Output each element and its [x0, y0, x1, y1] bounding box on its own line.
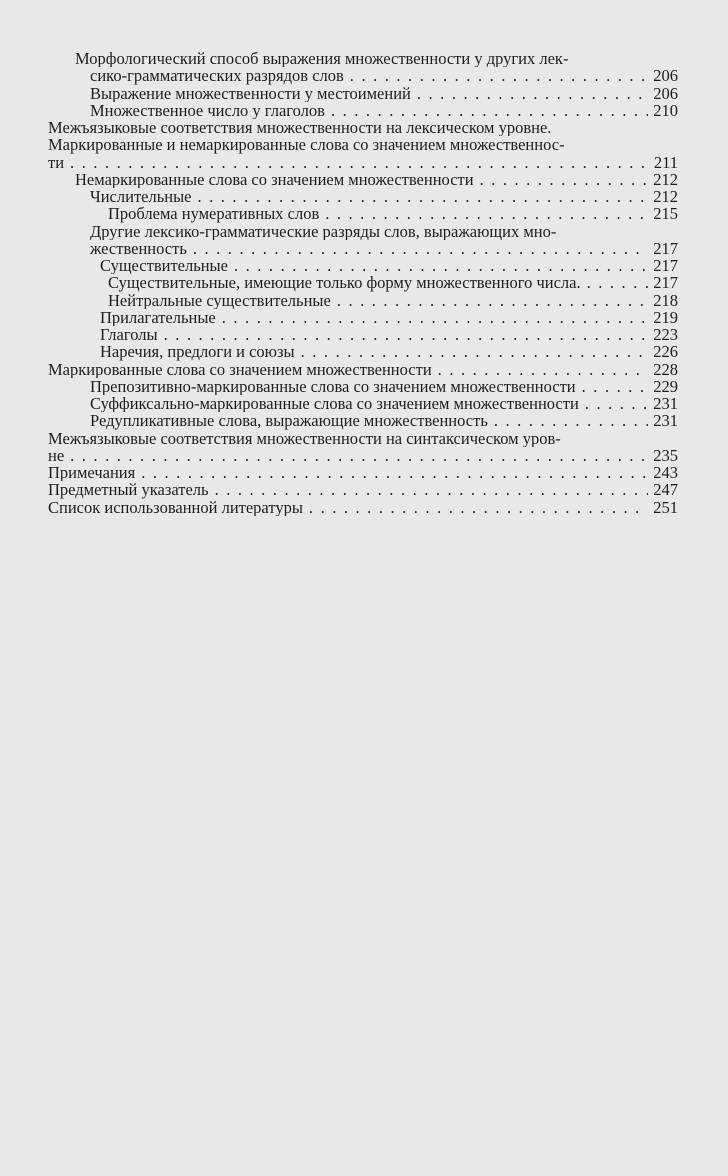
toc-entry-title: Глаголы: [100, 326, 158, 344]
toc-page-number: 211: [653, 152, 678, 172]
toc-entry-title: Межъязыковые соответствия множественности на лексическом уровне.: [48, 119, 552, 137]
toc-entry-title: Проблема нумеративных слов: [108, 205, 320, 223]
dot-leader: [432, 361, 648, 378]
toc-entry-body: [90, 85, 648, 102]
toc-entry-title: Существительные, имеющие только форму множественного числа.: [108, 274, 581, 292]
toc-entry: [0, 188, 728, 205]
toc-page-number: 206: [653, 83, 678, 103]
toc-entry-title: Препозитивно-маркированные слова со значением множественности: [90, 377, 576, 395]
toc-entry-body: [48, 430, 648, 447]
toc-entry-body: [100, 257, 648, 274]
toc-entry-body: [90, 67, 648, 84]
toc-entry-title: Межъязыковые соответствия множественности на синтаксическом уров-: [48, 429, 561, 447]
toc-entry-body: [90, 412, 648, 429]
toc-entry: [0, 464, 728, 481]
dot-leader: [228, 257, 648, 274]
toc-entry-title: Маркированные слова со значением множественности: [48, 360, 432, 378]
toc-entry-body: [108, 274, 648, 291]
dot-leader: [579, 395, 648, 412]
toc-entry-title: Нейтральные существительные: [108, 291, 331, 309]
toc-entry-body: [108, 205, 648, 222]
toc-entry-body: [90, 240, 648, 257]
toc-entry-title: Другие лексико-грамматические разряды слов, выражающих мно-: [90, 222, 557, 240]
toc-entry-title: сико-грамматических разрядов слов: [90, 67, 344, 85]
toc-entry-title: Наречия, предлоги и союзы: [100, 343, 295, 361]
toc-entry: [0, 274, 728, 291]
toc-entry-body: [90, 395, 648, 412]
toc-entry: [0, 447, 728, 464]
toc-entry-title: жественность: [90, 239, 187, 257]
dot-leader: [191, 188, 648, 205]
toc-page-number: 228: [653, 359, 678, 379]
toc-entry-title: не: [48, 446, 65, 464]
toc-entry-body: [48, 361, 648, 378]
dot-leader: [319, 205, 648, 222]
toc-entry: [0, 154, 728, 171]
toc-entry: [0, 309, 728, 326]
dot-leader: [331, 292, 648, 309]
toc-page-number: 215: [653, 204, 678, 224]
toc-entry-title: ти: [48, 153, 65, 171]
toc-entry: [0, 292, 728, 309]
toc-entry: [0, 85, 728, 102]
toc-entry-title: Маркированные и немаркированные слова со значением множественнос-: [48, 136, 565, 154]
toc-entry-title: Список использованной литературы: [48, 498, 303, 516]
toc-entry-body: [108, 292, 648, 309]
toc-entry: [0, 412, 728, 429]
toc-page-number: 229: [653, 376, 678, 396]
toc-entry: [0, 136, 728, 153]
toc-entry: [0, 171, 728, 188]
toc-entry-body: [48, 136, 648, 153]
toc-entry-title: Немаркированные слова со значением множественности: [75, 170, 474, 188]
toc-entry-body: [48, 447, 648, 464]
toc-entry-body: [90, 102, 648, 119]
dot-leader: [576, 378, 648, 395]
toc-page-number: 247: [653, 480, 678, 500]
dot-leader: [158, 326, 648, 343]
toc-entry: [0, 205, 728, 222]
toc-entry: [0, 378, 728, 395]
dot-leader: [295, 343, 648, 360]
dot-leader: [344, 67, 648, 84]
toc-page-number: 231: [653, 394, 678, 413]
toc-entry-title: Морфологический способ выражения множественности у других лек-: [75, 50, 569, 68]
toc-entry: [0, 223, 728, 240]
toc-entry: [0, 326, 728, 343]
toc-entry-body: [48, 154, 648, 171]
toc-entry: [0, 343, 728, 360]
toc-entry-title: Множественное число у глаголов: [90, 101, 325, 119]
dot-leader: [581, 274, 648, 291]
toc-page-number: 212: [653, 187, 678, 206]
toc-entry-title: Предметный указатель: [48, 481, 209, 499]
toc-entry: [0, 395, 728, 412]
dot-leader: [474, 171, 648, 188]
table-of-contents: [0, 50, 728, 516]
dot-leader: [187, 240, 648, 257]
toc-page-number: 243: [653, 463, 678, 482]
dot-leader: [411, 85, 648, 102]
toc-entry-body: [90, 188, 648, 205]
toc-entry: [0, 102, 728, 119]
toc-entry-title: Прилагательные: [100, 308, 216, 326]
toc-entry-title: Выражение множественности у местоимений: [90, 84, 411, 102]
toc-entry-body: [48, 499, 648, 516]
dot-leader: [209, 481, 648, 498]
toc-page-number: 218: [653, 290, 678, 310]
dot-leader: [303, 499, 648, 516]
toc-entry: [0, 257, 728, 274]
dot-leader: [64, 447, 648, 464]
toc-entry-body: [75, 50, 648, 67]
toc-page-number: 212: [653, 169, 678, 189]
toc-page-number: 226: [653, 342, 678, 362]
toc-entry-body: [90, 378, 648, 395]
toc-page-number: 217: [653, 273, 678, 293]
toc-entry-body: [75, 171, 648, 188]
toc-page-number: 210: [653, 100, 678, 120]
toc-entry-title: Суффиксально-маркированные слова со значением множественности: [90, 395, 579, 413]
toc-entry: [0, 67, 728, 84]
toc-page-number: 217: [653, 238, 678, 258]
toc-page-number: 231: [653, 411, 678, 431]
toc-page-number: 251: [653, 497, 678, 517]
toc-page-number: 223: [653, 325, 678, 344]
dot-leader: [135, 464, 648, 481]
toc-entry-title: Примечания: [48, 464, 136, 482]
toc-entry-body: [100, 326, 648, 343]
toc-entry-body: [48, 119, 648, 136]
toc-entry-body: [100, 343, 648, 360]
toc-page-number: 217: [653, 256, 678, 275]
toc-entry: [0, 481, 728, 498]
dot-leader: [488, 412, 648, 429]
toc-entry-body: [100, 309, 648, 326]
toc-entry: [0, 240, 728, 257]
toc-entry-body: [90, 223, 648, 240]
toc-entry: [0, 430, 728, 447]
toc-entry-body: [48, 481, 648, 498]
toc-entry-body: [48, 464, 648, 481]
dot-leader: [64, 154, 648, 171]
toc-entry: [0, 499, 728, 516]
toc-entry: [0, 361, 728, 378]
toc-entry-title: Редупликативные слова, выражающие множественность: [90, 412, 488, 430]
dot-leader: [325, 102, 648, 119]
toc-page-number: 206: [653, 66, 678, 86]
toc-entry-title: Существительные: [100, 257, 228, 275]
dot-leader: [216, 309, 648, 326]
toc-page-number: 219: [653, 307, 678, 327]
toc-entry: [0, 119, 728, 136]
toc-entry-title: Числительные: [90, 188, 192, 206]
toc-page-number: 235: [653, 445, 678, 465]
toc-entry: [0, 50, 728, 67]
